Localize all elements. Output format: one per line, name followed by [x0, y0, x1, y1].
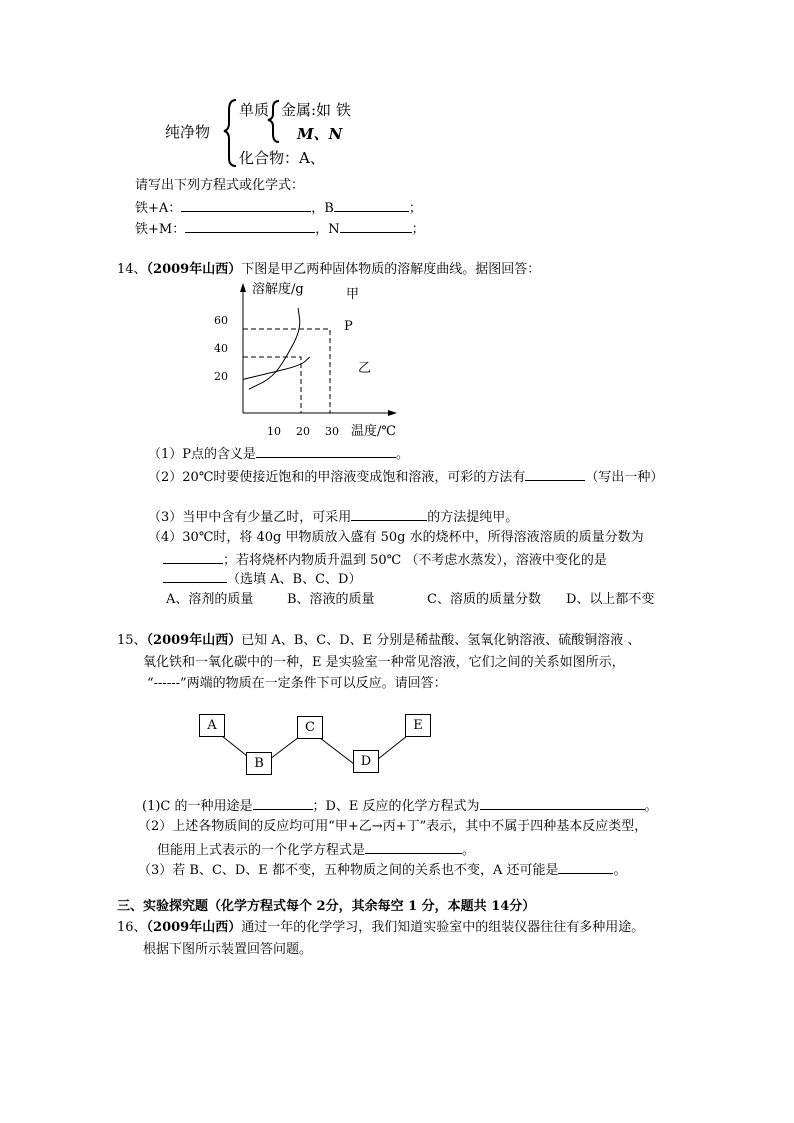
question-text: 已知 A、B、C、D、E 分别是稀盐酸、氢氧化钠溶液、硫酸铜溶液 、	[241, 633, 641, 648]
y-axis-label: 溶解度/g	[252, 282, 304, 297]
node-c: C	[297, 716, 323, 739]
sub-text: (1)C 的一种用途是	[142, 799, 253, 814]
row2-mid: ，N	[315, 222, 340, 237]
link-d-e	[378, 736, 407, 759]
q15-sub3	[138, 861, 627, 879]
x-tick-30: 30	[325, 425, 339, 438]
node-e: E	[405, 714, 431, 737]
series-label-jia: 甲	[346, 287, 360, 302]
x-axis-label: 温度/℃	[351, 424, 396, 439]
sub-text: ；D、E 反应的化学方程式为	[312, 799, 480, 814]
compound-label: 化合物：A、	[239, 149, 325, 167]
row2-label: 铁+M：	[135, 222, 186, 237]
answer-blank[interactable]	[253, 797, 313, 810]
y-tick-40: 40	[214, 342, 228, 355]
y-tick-60: 60	[214, 314, 228, 327]
x-tick-20: 20	[296, 425, 310, 438]
q16-line1	[117, 920, 644, 936]
q15-sub2: （2）上述各物质间的反应均可用“甲+乙→丙+丁”表示，其中不属于四种基本反应类型，	[138, 819, 648, 834]
element-label: 单质	[239, 101, 270, 119]
sub-text: （写出一种）	[585, 470, 664, 485]
question-number: 14、	[117, 262, 147, 277]
metal-label: 金属:如 铁	[281, 101, 351, 119]
pure-substance-label: 纯净物	[165, 123, 211, 141]
row1-mid: ，B	[311, 201, 334, 216]
option-a: A、溶剂的质量	[166, 592, 254, 607]
question-source: （2009年山西）	[146, 920, 242, 935]
series-label-yi: 乙	[358, 361, 372, 376]
q15-sub1	[142, 797, 658, 815]
sub-text: （3）若 B、C、D、E 都不变，五种物质之间的关系也不变，A 还可能是	[138, 863, 559, 878]
question-number: 15、	[117, 633, 147, 648]
link-b-c	[270, 737, 299, 759]
node-a: A	[199, 714, 225, 737]
point-p-label: P	[344, 319, 353, 334]
semicolon: ；	[408, 201, 422, 216]
answer-blank[interactable]	[480, 797, 645, 810]
q15-sub2-line2	[157, 841, 475, 859]
sub-text: 但能用上式表示的一个化学方程式是	[157, 843, 366, 858]
sub-text: 。	[613, 863, 627, 878]
question-text: 通过一年的化学学习，我们知道实验室中的组装仪器往往有多种用途。	[241, 920, 645, 935]
question-number: 16、	[117, 920, 147, 935]
q15-line3: “------”两端的物质在一定条件下可以反应。请回答：	[147, 676, 447, 691]
x-tick-10: 10	[267, 425, 281, 438]
node-b: B	[246, 752, 272, 775]
y-tick-20: 20	[214, 370, 228, 383]
link-c-d	[320, 738, 354, 764]
sub-text: （3）当甲中含有少量乙时，可采用	[148, 510, 352, 525]
node-d: D	[353, 750, 379, 773]
q15-line2: 氧化铁和一氧化碳中的一种，E 是实验室一种常见溶液，它们之间的关系如图所示，	[143, 655, 625, 670]
q16-line2: 根据下图所示装置回答问题。	[143, 942, 313, 957]
option-b: B、溶液的质量	[287, 592, 375, 607]
question-text: 下图是甲乙两种固体物质的溶解度曲线。据图回答：	[241, 262, 541, 277]
sub-text: 的方法提纯甲。	[427, 510, 519, 525]
sub-text: 。	[462, 843, 476, 858]
sub-text: （2）20℃时要使接近饱和的甲溶液变成饱和溶液，可彩的方法有	[148, 470, 526, 485]
sub-text: （1）P点的含义是	[148, 447, 257, 462]
option-c: C、溶质的质量分数	[427, 592, 541, 607]
question-source: （2009年山西）	[146, 633, 242, 648]
mn-label: M、N	[297, 125, 343, 143]
question-source: （2009年山西）	[146, 262, 242, 277]
section-3-heading: 三、实验探究题（化学方程式每个 2分，其余每空 1 分，本题共 14分）	[117, 899, 536, 914]
answer-blank[interactable]	[365, 841, 462, 854]
sub-text: （选填 A、B、C、D）	[227, 572, 362, 587]
sub-text: 。	[396, 447, 410, 462]
row1-label: 铁+A：	[135, 201, 182, 216]
option-d: D、以上都不变	[566, 592, 655, 607]
answer-blank[interactable]	[558, 861, 613, 874]
sub-text: ；若将烧杯内物质升温到 50℃ （不考虑水蒸发），溶液中变化的是	[223, 553, 607, 568]
q13-prompt: 请写出下列方程式或化学式：	[135, 178, 305, 193]
semicolon: ；	[411, 222, 425, 237]
q14-sub4: （4）30℃时，将 40g 甲物质放入盛有 50g 水的烧杯中，所得溶液溶质的质量分数为	[148, 530, 644, 545]
link-a-b	[222, 736, 247, 756]
sub-text: 。	[644, 799, 658, 814]
